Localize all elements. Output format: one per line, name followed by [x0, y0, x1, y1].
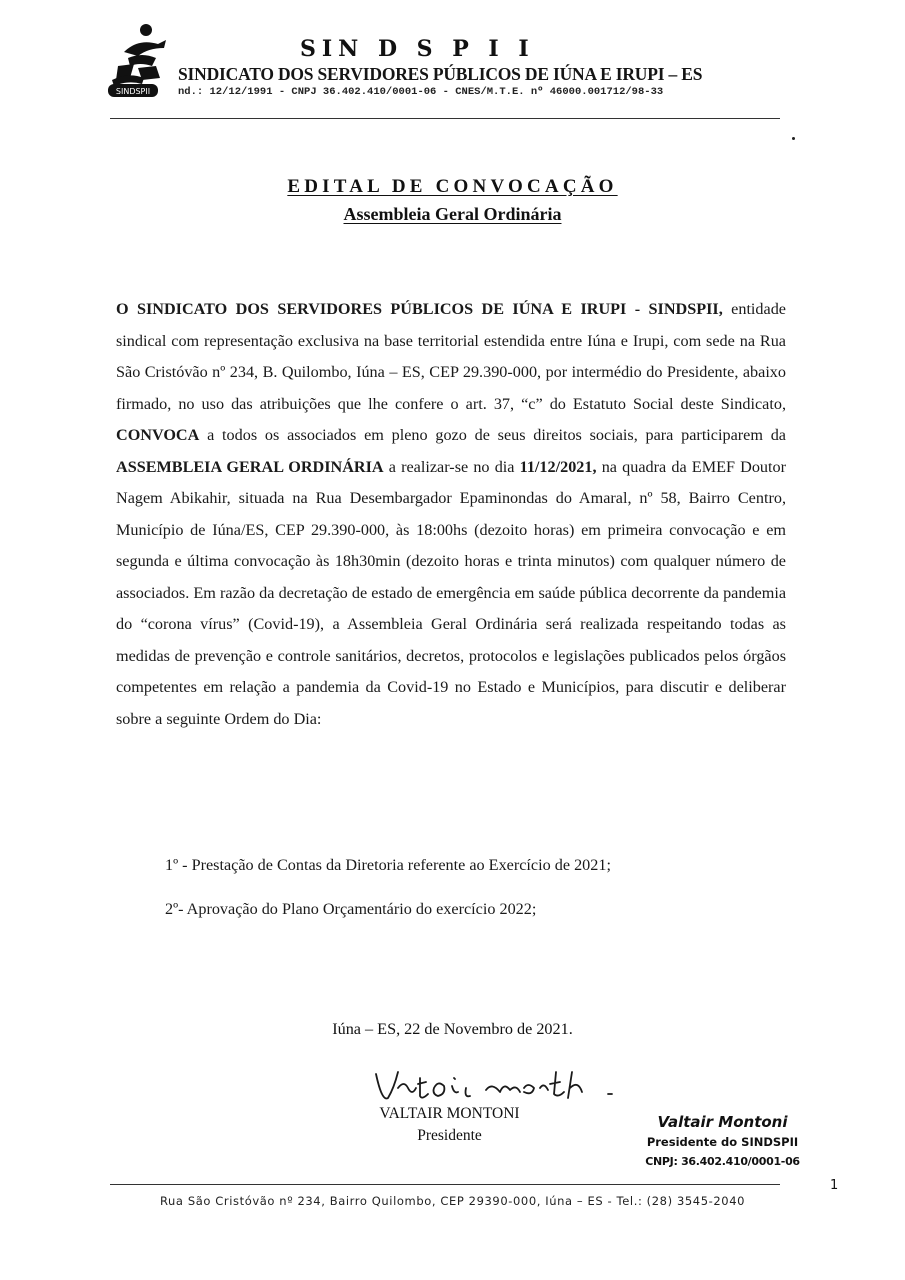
stamp-name: Valtair Montoni	[657, 1113, 788, 1131]
signer-role: Presidente	[417, 1127, 482, 1144]
scan-speck	[792, 137, 795, 140]
svg-text:SINDSPII: SINDSPII	[115, 87, 151, 96]
page-number: 1	[830, 1178, 839, 1193]
body-text-1: entidade sindical com representação exclusiva na base territorial estendida entre Iúna e Irupi, com sede na Rua São Cristóvão nº 234, B. Quilombo, Iúna – ES, CEP 29.390-000, por intermédio do Presidente, abaixo firmado, no uso das atribuições que lhe confere o art. 37, “c” do Estatuto Social deste Sindicato,	[116, 300, 786, 413]
stamp-role: Presidente do SINDSPII	[646, 1135, 799, 1149]
signer-name: VALTAIR MONTONI	[379, 1105, 520, 1122]
agenda-item: 2º- Aprovação do Plano Orçamentário do exercício 2022;	[165, 900, 537, 918]
document-subtitle: Assembleia Geral Ordinária	[343, 204, 562, 224]
stamp-cnpj: CNPJ: 36.402.410/0001-06	[645, 1155, 800, 1168]
body-assembly-name: ASSEMBLEIA GERAL ORDINÁRIA	[116, 457, 384, 476]
agenda-item: 1º - Prestação de Contas da Diretoria referente ao Exercício de 2021;	[165, 856, 611, 874]
org-registry-line: nd.: 12/12/1991 - CNPJ 36.402.410/0001-06 - CNES/M.T.E. nº 46000.001712/98-33	[178, 86, 664, 98]
body-text-2: a todos os associados em pleno gozo de seus direitos sociais, para participarem da	[199, 426, 786, 444]
document-title: EDITAL DE CONVOCAÇÃO	[287, 176, 618, 197]
place-and-date: Iúna – ES, 22 de Novembro de 2021.	[332, 1020, 573, 1038]
footer-divider	[110, 1184, 780, 1185]
body-org-name: O SINDICATO DOS SERVIDORES PÚBLICOS DE IÚNA E IRUPI - SINDSPII,	[116, 300, 723, 318]
body-assembly-date: 11/12/2021,	[519, 457, 597, 476]
body-convoca: CONVOCA	[116, 426, 200, 444]
org-name: SINDICATO DOS SERVIDORES PÚBLICOS DE IÚNA E IRUPI – ES	[178, 64, 703, 84]
body-text-3: a realizar-se no dia	[383, 457, 520, 476]
header-divider	[110, 118, 780, 119]
union-logo	[108, 22, 174, 100]
body-text-4: na quadra da EMEF Doutor Nagem Abikahir, situada na Rua Desembargador Epaminondas do Amaral, nº 58, Bairro Centro, Município de Iúna/ES, CEP 29.390-000, às 18:00hs (dezoito horas) em primeira convocação e em segunda e última convocação às 18h30min (dezoito horas e trinta minutos) com qualquer número de associados. Em razão da decretação de estado de emergência em saúde pública decorrente da pandemia do “corona vírus” (Covid-19), a Assembleia Geral Ordinária será realizada respeitando todas as medidas de prevenção e controle sanitários, decretos, protocolos e legislações publicados pelos órgãos competentes em relação a pandemia da Covid-19 no Estado e Municípios, para discutir e deliberar sobre a seguinte Ordem do Dia:	[116, 457, 786, 728]
org-acronym: SIN D S P I I	[300, 36, 535, 62]
footer-address: Rua São Cristóvão nº 234, Bairro Quilombo, CEP 29390-000, Iúna – ES - Tel.: (28) 3545-2040	[159, 1194, 746, 1208]
convocation-body	[116, 294, 786, 735]
handwritten-signature	[368, 1058, 648, 1110]
